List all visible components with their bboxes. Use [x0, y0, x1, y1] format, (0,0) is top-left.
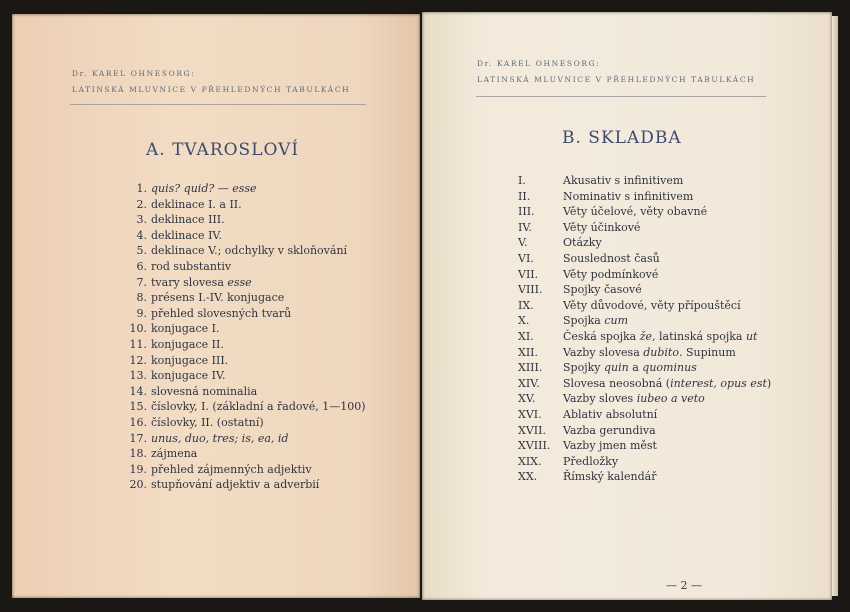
list-item	[518, 407, 771, 423]
item-text: tvary slovesa	[151, 275, 228, 289]
item-number: XI.	[518, 329, 534, 343]
item-number: IV.	[518, 220, 532, 234]
list-item	[120, 368, 366, 384]
item-number: XX.	[518, 470, 538, 484]
item-number: 3.	[136, 213, 147, 227]
list-item	[518, 329, 771, 345]
item-text: Věty účelové, věty obavné	[563, 205, 708, 219]
item-text: Vazby slovesa	[563, 345, 644, 359]
list-item	[120, 399, 366, 415]
item-text: deklinace III.	[151, 213, 225, 227]
item-number: 12.	[129, 353, 147, 367]
item-text: Spojka	[563, 314, 605, 328]
list-item	[518, 189, 771, 205]
item-number: 18.	[129, 447, 147, 461]
item-text: Věty podmínkové	[563, 267, 659, 281]
item-text: iubeo a veto	[636, 392, 705, 406]
contents-list	[518, 173, 771, 485]
item-text: Akusativ s infinitivem	[563, 174, 684, 187]
list-item	[518, 204, 771, 220]
list-item	[120, 243, 366, 259]
item-text: , latinská spojka	[652, 329, 746, 343]
item-text: Vazba gerundiva	[563, 423, 656, 437]
item-number: IX.	[518, 298, 534, 312]
item-number: 20.	[129, 478, 147, 492]
item-number: XIV.	[518, 376, 540, 390]
item-text: Ablativ absolutní	[563, 407, 658, 421]
list-item	[518, 391, 771, 407]
header-book-title: LATINSKÁ MLUVNICE V PŘEHLEDNÝCH TABULKÁCH	[72, 85, 351, 94]
list-item	[518, 235, 771, 251]
item-text: deklinace I. a II.	[151, 197, 242, 211]
item-number: VI.	[518, 251, 534, 265]
item-text: Římský kalendář	[563, 470, 657, 484]
header-book-title: LATINSKÁ MLUVNICE V PŘEHLEDNÝCH TABULKÁCH	[477, 75, 756, 84]
list-item	[120, 477, 366, 493]
section-title: A. TVAROSLOVÍ	[146, 140, 300, 160]
item-number: XVII.	[518, 423, 546, 437]
item-text: . Supinum	[678, 345, 736, 359]
item-number: VIII.	[518, 283, 543, 297]
list-item	[120, 353, 366, 369]
right-page-header	[477, 56, 755, 88]
list-item	[518, 298, 771, 314]
item-number: 13.	[129, 369, 147, 383]
item-text: konjugace IV.	[151, 369, 226, 383]
page-number: — 2 —	[666, 579, 702, 592]
list-item	[518, 251, 771, 267]
item-text: stupňování adjektiv a adverbií	[151, 478, 320, 492]
list-item	[120, 228, 366, 244]
item-number: XVI.	[518, 407, 542, 421]
item-number: VII.	[518, 267, 539, 281]
item-text: Věty účinkové	[563, 220, 641, 234]
item-text: konjugace I.	[151, 322, 220, 336]
list-item	[120, 462, 366, 478]
item-text: cum	[604, 314, 629, 328]
contents-list	[120, 181, 366, 493]
list-item	[120, 259, 366, 275]
item-number: V.	[518, 236, 528, 250]
item-text: rod substantiv	[151, 259, 232, 273]
list-item	[120, 431, 366, 447]
list-item	[518, 313, 771, 329]
item-text: Nominativ s infinitivem	[563, 189, 694, 203]
item-text: ut	[745, 329, 758, 343]
item-text: slovesná nominalia	[151, 384, 258, 398]
item-number: 2.	[136, 197, 147, 211]
item-number: 19.	[129, 462, 147, 476]
list-item	[518, 438, 771, 454]
list-item	[518, 423, 771, 439]
list-item	[518, 454, 771, 470]
item-number: 6.	[136, 259, 147, 273]
item-number: 8.	[136, 291, 147, 305]
item-text: dubito	[643, 345, 679, 359]
item-number: 1.	[136, 182, 147, 195]
item-number: X.	[518, 314, 530, 328]
item-text: Vazby jmen měst	[563, 439, 657, 453]
item-text: a	[628, 361, 643, 375]
item-number: 5.	[136, 244, 147, 258]
item-text: deklinace V.; odchylky v skloňování	[151, 244, 348, 258]
list-item	[120, 290, 366, 306]
item-number: 17.	[129, 431, 147, 445]
left-page-header	[72, 66, 350, 98]
item-text: Spojky časové	[563, 283, 642, 297]
item-text: unus, duo, tres; is, ea, id	[151, 431, 289, 445]
item-text: číslovky, I. (základní a řadové, 1—100)	[151, 400, 366, 414]
list-item	[518, 173, 771, 189]
item-number: I.	[518, 174, 526, 187]
item-text: Otázky	[563, 236, 602, 250]
item-text: quin	[604, 361, 629, 375]
list-item	[120, 306, 366, 322]
list-item	[518, 220, 771, 236]
item-text: Předložky	[563, 454, 619, 468]
item-text: že	[639, 329, 653, 343]
item-text: přehled slovesných tvarů	[151, 306, 292, 320]
item-text: quis? quid? — esse	[151, 182, 257, 195]
list-item	[120, 337, 366, 353]
item-text: présens I.-IV. konjugace	[151, 291, 285, 305]
header-divider	[476, 96, 766, 97]
list-item	[518, 267, 771, 283]
item-text: Souslednost časů	[563, 251, 660, 265]
list-item	[518, 360, 771, 376]
list-item	[518, 282, 771, 298]
item-number: 4.	[136, 228, 147, 242]
item-number: III.	[518, 205, 535, 219]
item-number: 7.	[136, 275, 147, 289]
item-text: Vazby sloves	[563, 392, 637, 406]
item-number: 14.	[129, 384, 147, 398]
item-text: esse	[227, 275, 252, 289]
header-author: Dr. KAREL OHNESORG:	[477, 59, 601, 68]
item-number: XV.	[518, 392, 536, 406]
item-number: 11.	[129, 337, 147, 351]
list-item	[120, 212, 366, 228]
list-item	[518, 469, 771, 485]
item-text: interest, opus est	[670, 376, 767, 390]
item-number: 15.	[129, 400, 147, 414]
left-page	[12, 14, 420, 598]
item-number: XVIII.	[518, 439, 551, 453]
list-item	[120, 181, 366, 197]
list-item	[120, 415, 366, 431]
list-item	[120, 321, 366, 337]
item-number: XIX.	[518, 454, 542, 468]
list-item	[518, 376, 771, 392]
section-title: B. SKLADBA	[562, 128, 682, 148]
item-text: konjugace III.	[151, 353, 229, 367]
item-number: XII.	[518, 345, 539, 359]
item-text: deklinace IV.	[151, 228, 222, 242]
list-item	[120, 384, 366, 400]
item-number: II.	[518, 189, 531, 203]
item-text: Spojky	[563, 361, 604, 375]
item-number: 16.	[129, 415, 147, 429]
item-number: 9.	[136, 306, 147, 320]
item-text: konjugace II.	[151, 337, 224, 351]
header-author: Dr. KAREL OHNESORG:	[72, 69, 196, 78]
item-text: Slovesa neosobná (	[563, 376, 671, 390]
item-text: Věty důvodové, věty přípouštěcí	[563, 298, 741, 312]
right-page	[422, 12, 832, 600]
list-item	[518, 345, 771, 361]
item-number: 10.	[129, 322, 147, 336]
list-item	[120, 446, 366, 462]
item-text: číslovky, II. (ostatní)	[151, 415, 264, 429]
item-text: )	[766, 376, 772, 390]
item-text: Česká spojka	[563, 329, 640, 343]
item-text: přehled zájmenných adjektiv	[151, 462, 312, 476]
item-text: zájmena	[151, 447, 198, 461]
item-text: quominus	[642, 361, 697, 375]
header-divider	[70, 104, 366, 105]
list-item	[120, 197, 366, 213]
list-item	[120, 275, 366, 291]
item-number: XIII.	[518, 361, 543, 375]
